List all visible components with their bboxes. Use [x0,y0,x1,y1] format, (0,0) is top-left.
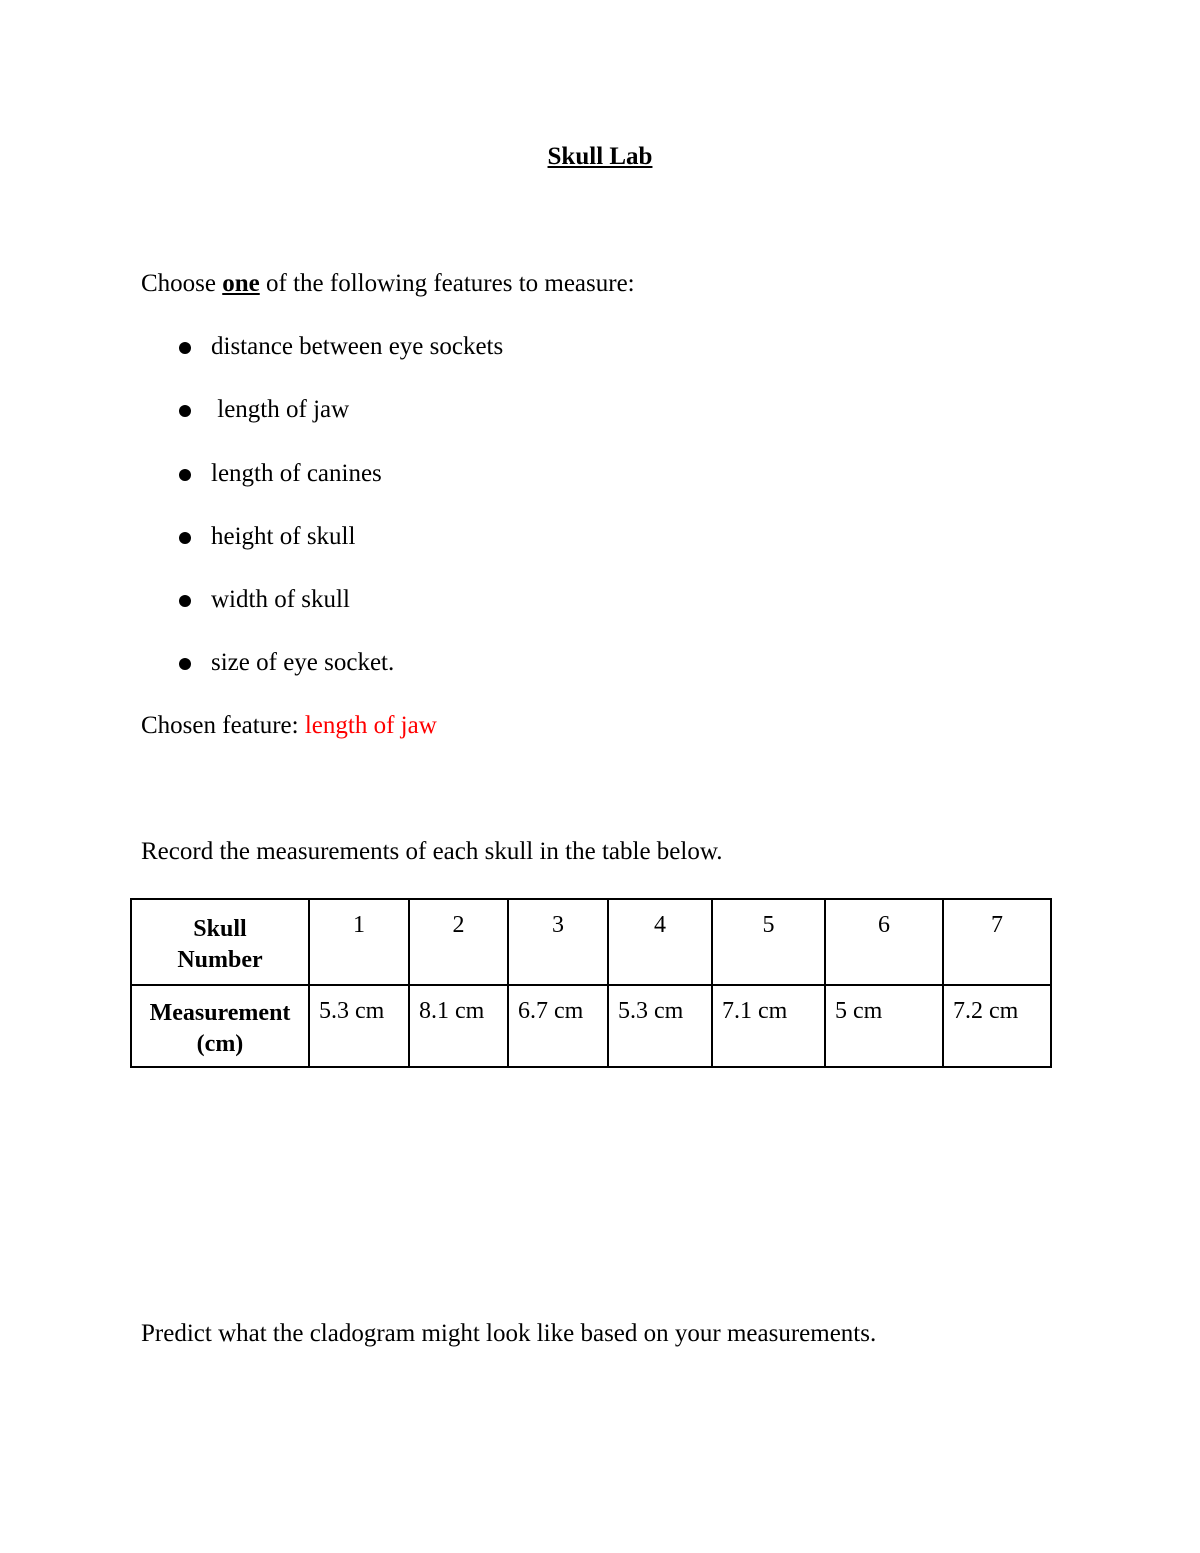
page-title: Skull Lab [547,143,653,170]
row-header-line: Number [177,947,263,973]
row-header-line: Measurement [149,1000,291,1026]
intro-before: Choose [141,270,223,297]
row-header-line: (cm) [196,1031,244,1057]
record-instruction: Record the measurements of each skull in the table below. [141,838,723,865]
skull-number-cell: 5 [712,899,825,985]
measurement-table [130,898,1052,1068]
measurement-cell: 7.2 cm [943,985,1051,1067]
row-header-measurement [131,985,309,1067]
skull-number-cell: 7 [943,899,1051,985]
bullet-icon [179,658,191,670]
feature-label: distance between eye sockets [211,333,504,360]
measurement-cell: 6.7 cm [508,985,608,1067]
measurement-cell: 7.1 cm [712,985,825,1067]
bullet-icon [179,405,191,417]
measurement-cell: 5 cm [825,985,943,1067]
skull-number-cell: 6 [825,899,943,985]
predict-prompt: Predict what the cladogram might look like based on your measurements. [141,1320,877,1347]
skull-number-cell: 2 [409,899,508,985]
feature-label: width of skull [211,586,350,613]
chosen-feature-value: length of jaw [304,712,437,739]
row-header-line: Skull [193,916,247,942]
intro-after: of the following features to measure: [259,270,635,297]
instruction-choose-feature [141,270,635,298]
chosen-feature [141,712,437,740]
skull-number-cell: 1 [309,899,409,985]
row-header-skull-number [131,899,309,985]
bullet-icon [179,532,191,544]
measurement-cell: 5.3 cm [309,985,409,1067]
feature-label: height of skull [211,523,356,550]
bullet-icon [179,342,191,354]
table-row [131,899,1051,985]
feature-label: length of jaw [211,396,350,423]
intro-emphasis: one [222,270,260,297]
table-row [131,985,1051,1067]
chosen-feature-label: Chosen feature: [141,712,305,739]
measurement-cell: 8.1 cm [409,985,508,1067]
feature-label: size of eye socket. [211,649,395,676]
bullet-icon [179,469,191,481]
bullet-icon [179,595,191,607]
measurement-cell: 5.3 cm [608,985,712,1067]
skull-number-cell: 4 [608,899,712,985]
skull-number-cell: 3 [508,899,608,985]
feature-label: length of canines [211,460,382,487]
